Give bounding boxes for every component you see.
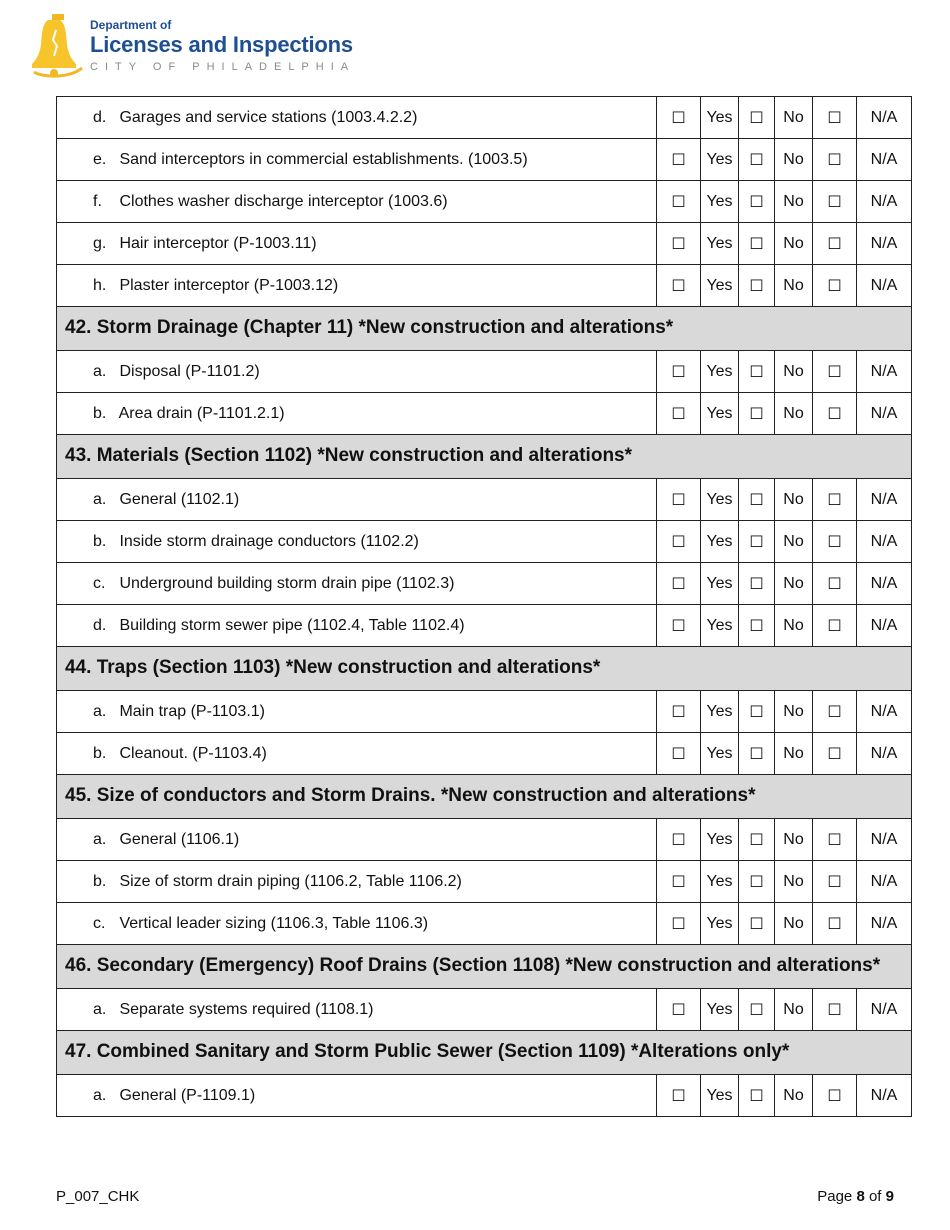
item-label bbox=[57, 265, 657, 307]
yes-label: Yes bbox=[701, 563, 739, 605]
logo-city-text: CITY OF PHILADELPHIA bbox=[90, 61, 356, 73]
item-letter: d. bbox=[93, 108, 107, 126]
item-label bbox=[57, 393, 657, 435]
no-checkbox[interactable]: ☐ bbox=[739, 393, 775, 435]
item-text: Garages and service stations (1003.4.2.2) bbox=[119, 108, 418, 126]
checklist-row bbox=[57, 351, 912, 393]
checklist-row bbox=[57, 479, 912, 521]
no-label: No bbox=[775, 563, 813, 605]
page-of: of bbox=[868, 1188, 882, 1205]
checklist-row bbox=[57, 819, 912, 861]
item-letter: c. bbox=[93, 914, 106, 932]
yes-checkbox[interactable]: ☐ bbox=[657, 393, 701, 435]
item-label bbox=[57, 563, 657, 605]
checklist-row bbox=[57, 1075, 912, 1117]
item-letter: a. bbox=[93, 830, 107, 848]
na-label: N/A bbox=[857, 521, 912, 563]
no-checkbox[interactable]: ☐ bbox=[739, 351, 775, 393]
section-heading bbox=[57, 775, 912, 819]
page-current: 8 bbox=[856, 1188, 865, 1205]
no-label: No bbox=[775, 605, 813, 647]
yes-checkbox[interactable]: ☐ bbox=[657, 903, 701, 945]
item-letter: d. bbox=[93, 616, 107, 634]
yes-label: Yes bbox=[701, 97, 739, 139]
no-label: No bbox=[775, 223, 813, 265]
logo-dept-text: Department of bbox=[90, 18, 172, 32]
na-label: N/A bbox=[857, 223, 912, 265]
item-text: Area drain (P-1101.2.1) bbox=[118, 404, 285, 422]
section-heading bbox=[57, 307, 912, 351]
item-text: General (1106.1) bbox=[119, 830, 240, 848]
no-checkbox[interactable]: ☐ bbox=[739, 605, 775, 647]
section-heading-text: 42. Storm Drainage (Chapter 11) *New construction and alterations* bbox=[65, 317, 674, 338]
na-label: N/A bbox=[857, 1075, 912, 1117]
no-label: No bbox=[775, 733, 813, 775]
na-label: N/A bbox=[857, 605, 912, 647]
item-text: Underground building storm drain pipe (1102.3) bbox=[119, 574, 455, 592]
na-checkbox[interactable]: ☐ bbox=[813, 181, 857, 223]
yes-checkbox[interactable]: ☐ bbox=[657, 1075, 701, 1117]
na-checkbox[interactable]: ☐ bbox=[813, 521, 857, 563]
no-label: No bbox=[775, 521, 813, 563]
section-heading-row bbox=[57, 307, 912, 351]
yes-checkbox[interactable]: ☐ bbox=[657, 139, 701, 181]
yes-checkbox[interactable]: ☐ bbox=[657, 861, 701, 903]
no-label: No bbox=[775, 861, 813, 903]
checklist-row bbox=[57, 563, 912, 605]
item-label bbox=[57, 903, 657, 945]
yes-label: Yes bbox=[701, 351, 739, 393]
item-label bbox=[57, 861, 657, 903]
na-checkbox[interactable]: ☐ bbox=[813, 605, 857, 647]
yes-checkbox[interactable]: ☐ bbox=[657, 351, 701, 393]
item-label bbox=[57, 691, 657, 733]
item-letter: e. bbox=[93, 150, 107, 168]
yes-checkbox[interactable]: ☐ bbox=[657, 265, 701, 307]
yes-label: Yes bbox=[701, 605, 739, 647]
checklist-row bbox=[57, 139, 912, 181]
yes-checkbox[interactable]: ☐ bbox=[657, 819, 701, 861]
na-checkbox[interactable]: ☐ bbox=[813, 265, 857, 307]
yes-checkbox[interactable]: ☐ bbox=[657, 691, 701, 733]
no-checkbox[interactable]: ☐ bbox=[739, 223, 775, 265]
yes-label: Yes bbox=[701, 139, 739, 181]
department-logo bbox=[30, 10, 430, 80]
na-checkbox[interactable]: ☐ bbox=[813, 97, 857, 139]
item-letter: b. bbox=[93, 532, 107, 550]
page-label: Page bbox=[817, 1188, 853, 1205]
yes-checkbox[interactable]: ☐ bbox=[657, 97, 701, 139]
checklist-table bbox=[56, 96, 912, 1117]
yes-checkbox[interactable]: ☐ bbox=[657, 479, 701, 521]
section-heading-row bbox=[57, 775, 912, 819]
no-label: No bbox=[775, 265, 813, 307]
yes-label: Yes bbox=[701, 479, 739, 521]
na-label: N/A bbox=[857, 989, 912, 1031]
no-label: No bbox=[775, 181, 813, 223]
section-heading-text: 44. Traps (Section 1103) *New construction and alterations* bbox=[65, 657, 601, 678]
item-text: Building storm sewer pipe (1102.4, Table 1102.4) bbox=[119, 616, 465, 634]
item-text: Cleanout. (P-1103.4) bbox=[119, 744, 267, 762]
yes-checkbox[interactable]: ☐ bbox=[657, 605, 701, 647]
page-total: 9 bbox=[885, 1188, 894, 1205]
no-checkbox[interactable]: ☐ bbox=[739, 563, 775, 605]
yes-checkbox[interactable]: ☐ bbox=[657, 223, 701, 265]
item-letter: b. bbox=[93, 744, 107, 762]
item-label bbox=[57, 181, 657, 223]
yes-checkbox[interactable]: ☐ bbox=[657, 733, 701, 775]
na-label: N/A bbox=[857, 733, 912, 775]
section-heading-text: 47. Combined Sanitary and Storm Public Sewer (Section 1109) *Alterations only* bbox=[65, 1041, 790, 1062]
na-checkbox[interactable]: ☐ bbox=[813, 903, 857, 945]
item-text: Size of storm drain piping (1106.2, Table 1106.2) bbox=[119, 872, 462, 890]
checklist-row bbox=[57, 223, 912, 265]
liberty-bell-icon bbox=[30, 10, 86, 78]
checklist-row bbox=[57, 903, 912, 945]
item-text: Vertical leader sizing (1106.3, Table 1106.3) bbox=[119, 914, 429, 932]
checklist-row bbox=[57, 691, 912, 733]
section-heading-text: 43. Materials (Section 1102) *New construction and alterations* bbox=[65, 445, 633, 466]
na-label: N/A bbox=[857, 351, 912, 393]
item-letter: h. bbox=[93, 276, 107, 294]
item-label bbox=[57, 989, 657, 1031]
yes-label: Yes bbox=[701, 691, 739, 733]
yes-label: Yes bbox=[701, 521, 739, 563]
na-checkbox[interactable]: ☐ bbox=[813, 351, 857, 393]
item-label bbox=[57, 479, 657, 521]
na-label: N/A bbox=[857, 819, 912, 861]
item-label bbox=[57, 223, 657, 265]
item-label bbox=[57, 139, 657, 181]
item-letter: a. bbox=[93, 1086, 107, 1104]
no-checkbox[interactable]: ☐ bbox=[739, 521, 775, 563]
section-heading bbox=[57, 435, 912, 479]
yes-label: Yes bbox=[701, 181, 739, 223]
checklist-row bbox=[57, 605, 912, 647]
section-heading-row bbox=[57, 435, 912, 479]
na-label: N/A bbox=[857, 691, 912, 733]
section-heading-text: 46. Secondary (Emergency) Roof Drains (Section 1108) *New construction and alterations* bbox=[65, 955, 881, 976]
item-text: Plaster interceptor (P-1003.12) bbox=[119, 276, 339, 294]
checklist-row bbox=[57, 97, 912, 139]
section-heading bbox=[57, 647, 912, 691]
yes-checkbox[interactable]: ☐ bbox=[657, 181, 701, 223]
na-checkbox[interactable]: ☐ bbox=[813, 393, 857, 435]
no-checkbox[interactable]: ☐ bbox=[739, 861, 775, 903]
item-text: Hair interceptor (P-1003.11) bbox=[119, 234, 317, 252]
page-number bbox=[817, 1188, 894, 1205]
item-letter: b. bbox=[93, 404, 107, 422]
yes-label: Yes bbox=[701, 393, 739, 435]
item-label bbox=[57, 733, 657, 775]
checklist-row bbox=[57, 989, 912, 1031]
no-checkbox[interactable]: ☐ bbox=[739, 989, 775, 1031]
no-label: No bbox=[775, 351, 813, 393]
no-label: No bbox=[775, 903, 813, 945]
yes-label: Yes bbox=[701, 861, 739, 903]
na-label: N/A bbox=[857, 861, 912, 903]
na-label: N/A bbox=[857, 265, 912, 307]
yes-checkbox[interactable]: ☐ bbox=[657, 521, 701, 563]
item-text: Main trap (P-1103.1) bbox=[119, 702, 265, 720]
item-label bbox=[57, 97, 657, 139]
checklist-row bbox=[57, 861, 912, 903]
section-heading-row bbox=[57, 647, 912, 691]
yes-label: Yes bbox=[701, 903, 739, 945]
section-heading-row bbox=[57, 1031, 912, 1075]
no-label: No bbox=[775, 819, 813, 861]
item-text: General (P-1109.1) bbox=[119, 1086, 256, 1104]
na-label: N/A bbox=[857, 181, 912, 223]
na-checkbox[interactable]: ☐ bbox=[813, 989, 857, 1031]
no-label: No bbox=[775, 691, 813, 733]
na-checkbox[interactable]: ☐ bbox=[813, 563, 857, 605]
no-checkbox[interactable]: ☐ bbox=[739, 1075, 775, 1117]
yes-label: Yes bbox=[701, 733, 739, 775]
na-checkbox[interactable]: ☐ bbox=[813, 819, 857, 861]
item-text: Sand interceptors in commercial establishments. (1003.5) bbox=[119, 150, 528, 168]
item-text: General (1102.1) bbox=[119, 490, 240, 508]
item-letter: a. bbox=[93, 362, 107, 380]
na-label: N/A bbox=[857, 393, 912, 435]
na-checkbox[interactable]: ☐ bbox=[813, 479, 857, 521]
no-label: No bbox=[775, 139, 813, 181]
checklist-row bbox=[57, 733, 912, 775]
na-label: N/A bbox=[857, 139, 912, 181]
item-letter: b. bbox=[93, 872, 107, 890]
item-label bbox=[57, 521, 657, 563]
section-heading bbox=[57, 945, 912, 989]
yes-label: Yes bbox=[701, 819, 739, 861]
item-letter: c. bbox=[93, 574, 106, 592]
yes-label: Yes bbox=[701, 223, 739, 265]
yes-label: Yes bbox=[701, 1075, 739, 1117]
no-checkbox[interactable]: ☐ bbox=[739, 97, 775, 139]
item-label bbox=[57, 1075, 657, 1117]
yes-checkbox[interactable]: ☐ bbox=[657, 989, 701, 1031]
na-checkbox[interactable]: ☐ bbox=[813, 223, 857, 265]
yes-checkbox[interactable]: ☐ bbox=[657, 563, 701, 605]
yes-label: Yes bbox=[701, 265, 739, 307]
no-checkbox[interactable]: ☐ bbox=[739, 691, 775, 733]
section-heading-row bbox=[57, 945, 912, 989]
no-label: No bbox=[775, 989, 813, 1031]
na-label: N/A bbox=[857, 479, 912, 521]
logo-title: Licenses and Inspections bbox=[90, 32, 353, 57]
item-label bbox=[57, 605, 657, 647]
form-id: P_007_CHK bbox=[56, 1188, 140, 1205]
item-text: Inside storm drainage conductors (1102.2) bbox=[119, 532, 419, 550]
item-text: Separate systems required (1108.1) bbox=[119, 1000, 374, 1018]
na-checkbox[interactable]: ☐ bbox=[813, 733, 857, 775]
checklist-row bbox=[57, 521, 912, 563]
na-checkbox[interactable]: ☐ bbox=[813, 1075, 857, 1117]
no-label: No bbox=[775, 479, 813, 521]
item-letter: a. bbox=[93, 1000, 107, 1018]
no-label: No bbox=[775, 1075, 813, 1117]
no-checkbox[interactable]: ☐ bbox=[739, 265, 775, 307]
item-letter: f. bbox=[93, 192, 102, 210]
item-label bbox=[57, 351, 657, 393]
item-label bbox=[57, 819, 657, 861]
item-text: Disposal (P-1101.2) bbox=[119, 362, 260, 380]
item-text: Clothes washer discharge interceptor (1003.6) bbox=[119, 192, 448, 210]
yes-label: Yes bbox=[701, 989, 739, 1031]
no-checkbox[interactable]: ☐ bbox=[739, 139, 775, 181]
no-checkbox[interactable]: ☐ bbox=[739, 733, 775, 775]
item-letter: a. bbox=[93, 702, 107, 720]
no-label: No bbox=[775, 97, 813, 139]
no-checkbox[interactable]: ☐ bbox=[739, 903, 775, 945]
na-label: N/A bbox=[857, 903, 912, 945]
na-checkbox[interactable]: ☐ bbox=[813, 691, 857, 733]
na-checkbox[interactable]: ☐ bbox=[813, 861, 857, 903]
section-heading bbox=[57, 1031, 912, 1075]
no-checkbox[interactable]: ☐ bbox=[739, 819, 775, 861]
na-label: N/A bbox=[857, 563, 912, 605]
no-label: No bbox=[775, 393, 813, 435]
no-checkbox[interactable]: ☐ bbox=[739, 479, 775, 521]
item-letter: a. bbox=[93, 490, 107, 508]
no-checkbox[interactable]: ☐ bbox=[739, 181, 775, 223]
section-heading-text: 45. Size of conductors and Storm Drains. *New construction and alterations* bbox=[65, 785, 756, 806]
item-letter: g. bbox=[93, 234, 107, 252]
checklist-row bbox=[57, 181, 912, 223]
checklist-row bbox=[57, 265, 912, 307]
na-checkbox[interactable]: ☐ bbox=[813, 139, 857, 181]
na-label: N/A bbox=[857, 97, 912, 139]
checklist-row bbox=[57, 393, 912, 435]
